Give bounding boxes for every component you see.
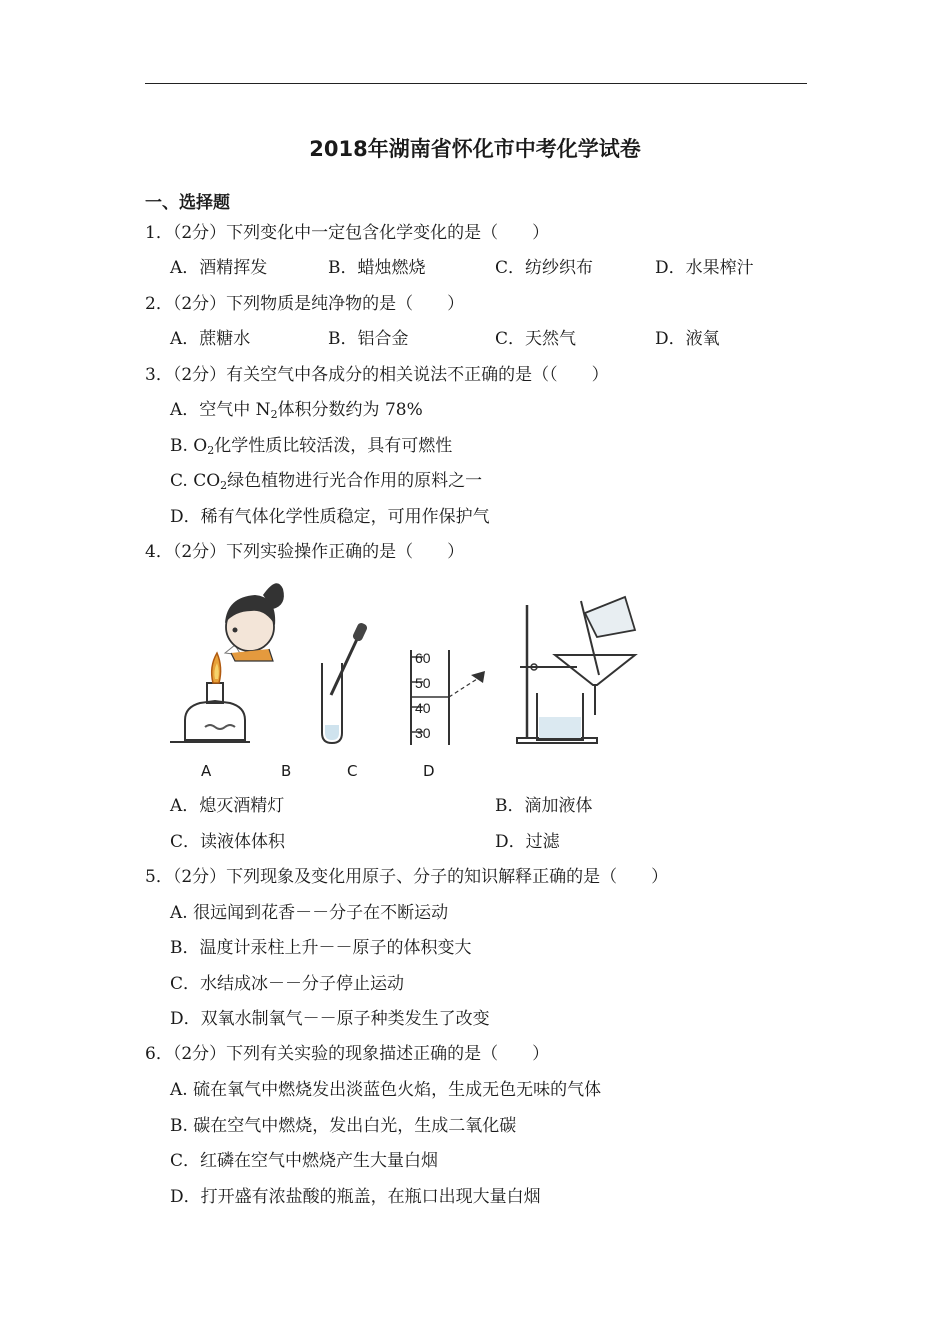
section-heading: 一、选择题 bbox=[145, 193, 230, 213]
option-c: C. $CO_2$绿色植物进行光合作用的原料之一 bbox=[170, 471, 483, 492]
option-c: C．纺纱织布 bbox=[495, 258, 594, 278]
question-1 bbox=[145, 222, 549, 244]
question-3 bbox=[145, 364, 609, 386]
question-4 bbox=[145, 541, 464, 563]
question-number: 6． bbox=[145, 1044, 173, 1064]
option-a: A．蔗糖水 bbox=[170, 329, 251, 349]
tick-30: 30 bbox=[415, 725, 431, 741]
option-a: A. 很远闻到花香－－分子在不断运动 bbox=[170, 903, 449, 923]
question-number: 4． bbox=[145, 542, 173, 562]
question-5 bbox=[145, 866, 668, 888]
option-b: B．滴加液体 bbox=[495, 796, 593, 816]
option-d: D．水果榨汁 bbox=[655, 258, 754, 278]
option-d: D．过滤 bbox=[495, 832, 560, 852]
option-d: D．打开盛有浓盐酸的瓶盖，在瓶口出现大量白烟 bbox=[170, 1187, 541, 1207]
option-c: C．水结成冰－－分子停止运动 bbox=[170, 974, 405, 994]
option-d: D．液氧 bbox=[655, 329, 720, 349]
option-a: A. 硫在氧气中燃烧发出淡蓝色火焰，生成无色无味的气体 bbox=[170, 1080, 602, 1100]
option-b: B．铝合金 bbox=[328, 329, 409, 349]
graduated-cylinder-figure bbox=[411, 650, 485, 745]
question-stem: （2分）下列变化中一定包含化学变化的是（ ） bbox=[172, 223, 550, 243]
option-c: C．读液体体积 bbox=[170, 832, 286, 852]
lab-figures bbox=[165, 575, 765, 750]
tick-40: 40 bbox=[415, 700, 431, 716]
option-b: B．蜡烛燃烧 bbox=[328, 258, 426, 278]
alcohol-lamp-figure bbox=[170, 583, 284, 742]
question-number: 3． bbox=[145, 365, 173, 385]
question-6 bbox=[145, 1043, 549, 1065]
option-b: B. 碳在空气中燃烧，发出白光，生成二氧化碳 bbox=[170, 1116, 517, 1136]
dropper-test-tube-figure bbox=[322, 622, 368, 743]
header-rule bbox=[145, 83, 807, 84]
page-title: 2018年湖南省怀化市中考化学试卷 bbox=[309, 137, 641, 161]
filtration-figure bbox=[517, 597, 635, 743]
question-stem: （2分）下列有关实验的现象描述正确的是（ ） bbox=[172, 1044, 550, 1064]
tick-50: 50 bbox=[415, 675, 431, 691]
option-c: C．天然气 bbox=[495, 329, 577, 349]
option-a: A．熄灭酒精灯 bbox=[170, 796, 285, 816]
figure-label-b: B bbox=[281, 762, 292, 780]
option-b: B. $O_2$化学性质比较活泼，具有可燃性 bbox=[170, 436, 453, 457]
question-stem: （2分）下列实验操作正确的是（ ） bbox=[172, 542, 465, 562]
option-a: A．空气中 $N_2$体积分数约为 78% bbox=[170, 400, 423, 421]
question-number: 5． bbox=[145, 867, 173, 887]
option-d: D．稀有气体化学性质稳定，可用作保护气 bbox=[170, 507, 490, 527]
question-2 bbox=[145, 293, 464, 315]
option-b: B．温度计汞柱上升－－原子的体积变大 bbox=[170, 938, 472, 958]
question-stem: （2分）有关空气中各成分的相关说法不正确的是（（ ） bbox=[172, 365, 609, 385]
figure-label-d: D bbox=[423, 762, 435, 780]
figure-label-c: C bbox=[347, 762, 358, 780]
tick-60: 60 bbox=[415, 650, 431, 666]
figure-label-a: A bbox=[201, 762, 212, 780]
option-c: C．红磷在空气中燃烧产生大量白烟 bbox=[170, 1151, 439, 1171]
option-d: D．双氧水制氧气－－原子种类发生了改变 bbox=[170, 1009, 490, 1029]
question-stem: （2分）下列物质是纯净物的是（ ） bbox=[172, 294, 465, 314]
option-a: A．酒精挥发 bbox=[170, 258, 268, 278]
question-stem: （2分）下列现象及变化用原子、分子的知识解释正确的是（ ） bbox=[172, 867, 669, 887]
question-number: 2． bbox=[145, 294, 173, 314]
question-number: 1． bbox=[145, 223, 173, 243]
